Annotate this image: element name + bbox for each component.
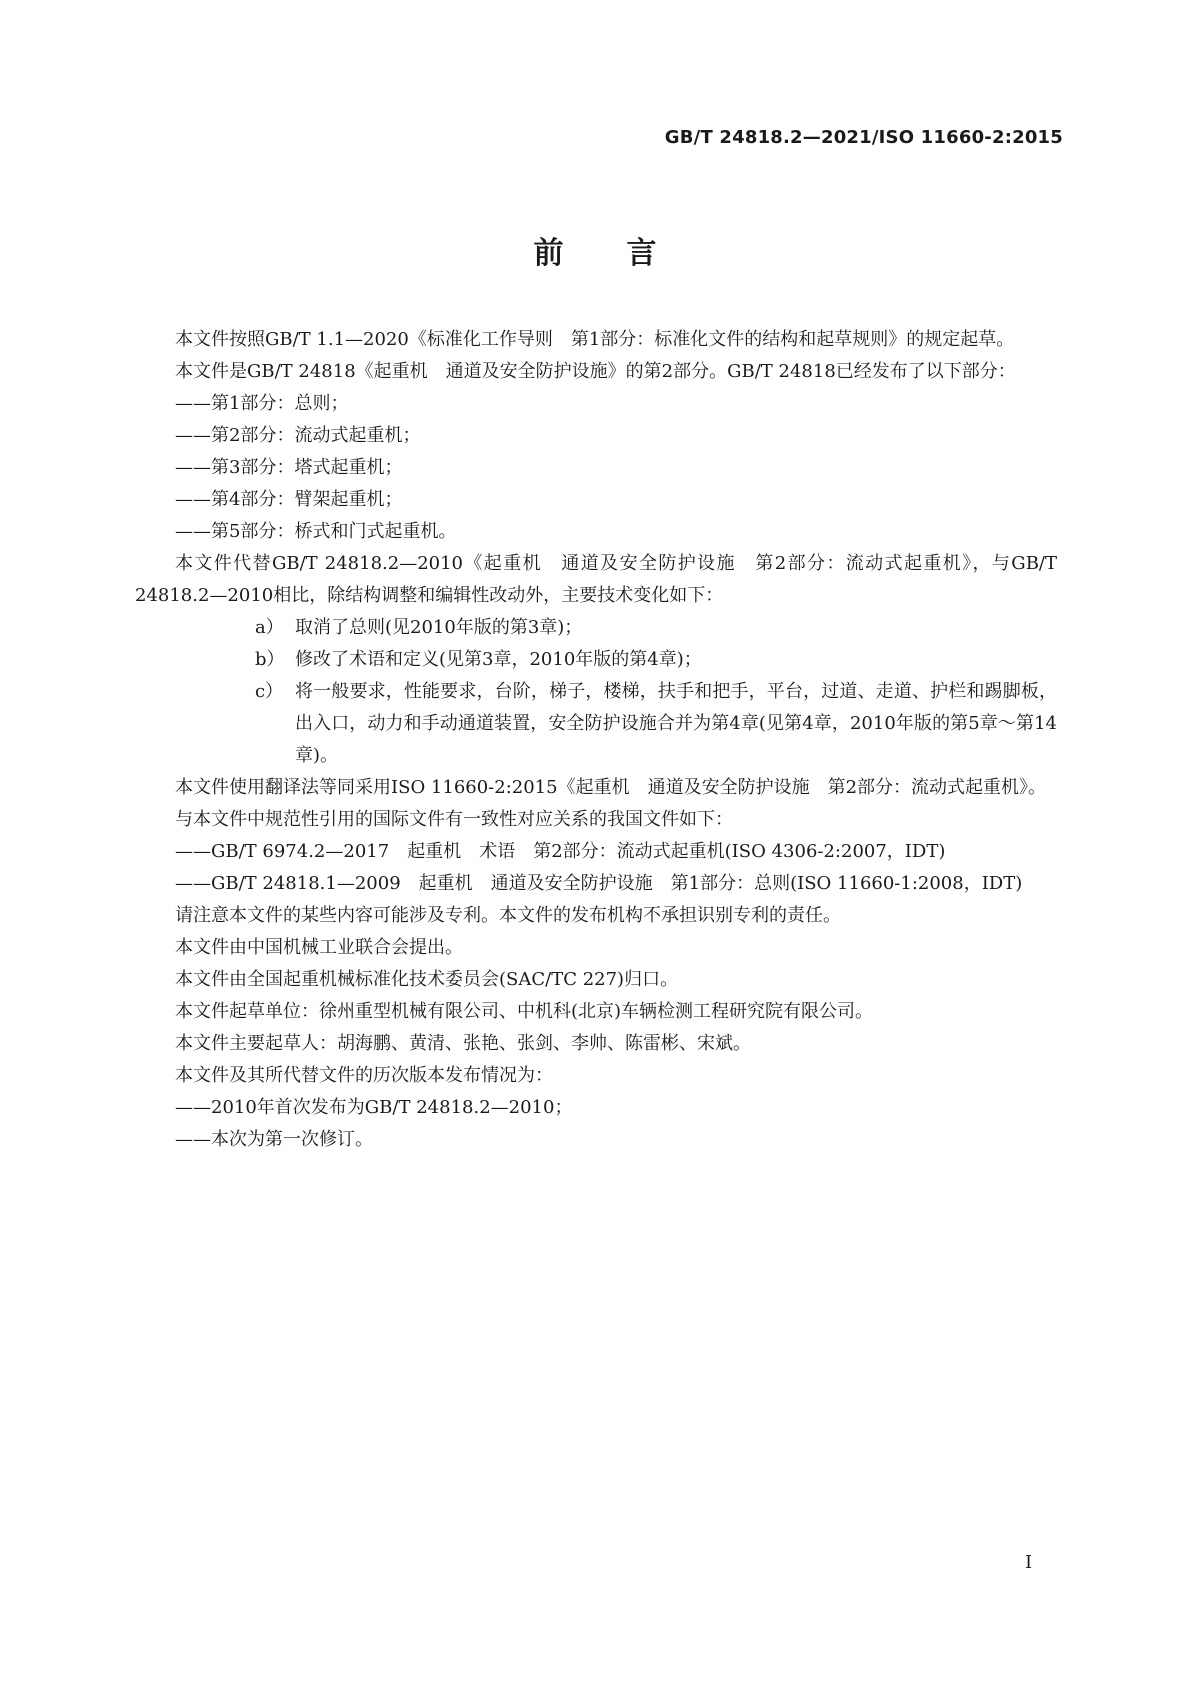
change-text: 修改了术语和定义(见第3章，2010年版的第4章)； bbox=[295, 649, 702, 670]
document-code-header: GB/T 24818.2—2021/ISO 11660-2:2015 bbox=[664, 127, 1063, 148]
title-char-2: 言 bbox=[626, 236, 658, 271]
change-label: c） bbox=[255, 681, 284, 702]
change-list-item bbox=[135, 612, 1057, 644]
paragraph-proposer: 本文件由中国机械工业联合会提出。 bbox=[175, 937, 463, 958]
change-text: 将一般要求，性能要求，台阶，梯子，楼梯，扶手和把手，平台，过道、走道、护栏和踢脚板，出入口，动力和手动通道装置，安全防护设施合并为第4章(见第4章，2010年版的第5章～第14章)。 bbox=[295, 681, 1057, 766]
paragraph-history-intro: 本文件及其所代替文件的历次版本发布情况为： bbox=[175, 1065, 553, 1086]
part-list-item: ——第4部分：臂架起重机； bbox=[175, 489, 403, 510]
paragraph-series-intro: 本文件是GB/T 24818《起重机 通道及安全防护设施》的第2部分。GB/T 24818已经发布了以下部分： bbox=[175, 361, 1016, 382]
change-label: b） bbox=[255, 649, 285, 670]
paragraph-drafters: 本文件主要起草人：胡海鹏、黄清、张艳、张剑、李帅、陈雷彬、宋斌。 bbox=[175, 1033, 751, 1054]
paragraph-drafting-units: 本文件起草单位：徐州重型机械有限公司、中机科(北京)车辆检测工程研究院有限公司。 bbox=[175, 1001, 874, 1022]
reference-list-item: ——GB/T 24818.1—2009 起重机 通道及安全防护设施 第1部分：总则(ISO 11660-1:2008，IDT) bbox=[175, 873, 1023, 894]
paragraph-iso-adoption: 本文件使用翻译法等同采用ISO 11660-2:2015《起重机 通道及安全防护设施 第2部分：流动式起重机》。 bbox=[175, 777, 1047, 798]
part-list-item: ——第1部分：总则； bbox=[175, 393, 349, 414]
paragraph-replacement: 本文件代替GB/T 24818.2—2010《起重机 通道及安全防护设施 第2部分：流动式起重机》，与GB/T 24818.2—2010相比，除结构调整和编辑性改动外，主要技术变化如下： bbox=[135, 553, 1057, 606]
paragraph-patent-notice: 请注意本文件的某些内容可能涉及专利。本文件的发布机构不承担识别专利的责任。 bbox=[175, 905, 841, 926]
change-text: 取消了总则(见2010年版的第3章)； bbox=[295, 617, 583, 638]
page-title bbox=[0, 228, 1191, 272]
history-list-item: ——本次为第一次修订。 bbox=[175, 1129, 373, 1150]
reference-list-item: ——GB/T 6974.2—2017 起重机 术语 第2部分：流动式起重机(ISO 4306-2:2007，IDT) bbox=[175, 841, 946, 862]
paragraph-references-intro: 与本文件中规范性引用的国际文件有一致性对应关系的我国文件如下： bbox=[175, 809, 733, 830]
foreword-body bbox=[135, 324, 1057, 1156]
paragraph-committee: 本文件由全国起重机械标准化技术委员会(SAC/TC 227)归口。 bbox=[175, 969, 679, 990]
title-char-1: 前 bbox=[533, 236, 565, 271]
part-list-item: ——第5部分：桥式和门式起重机。 bbox=[175, 521, 457, 542]
part-list-item: ——第2部分：流动式起重机； bbox=[175, 425, 421, 446]
history-list-item: ——2010年首次发布为GB/T 24818.2—2010； bbox=[175, 1097, 573, 1118]
part-list-item: ——第3部分：塔式起重机； bbox=[175, 457, 403, 478]
page-number: I bbox=[1025, 1552, 1033, 1573]
change-label: a） bbox=[255, 617, 284, 638]
paragraph-drafting-rules: 本文件按照GB/T 1.1—2020《标准化工作导则 第1部分：标准化文件的结构和起草规则》的规定起草。 bbox=[175, 329, 1015, 350]
change-list-item bbox=[135, 676, 1057, 772]
change-list-item bbox=[135, 644, 1057, 676]
